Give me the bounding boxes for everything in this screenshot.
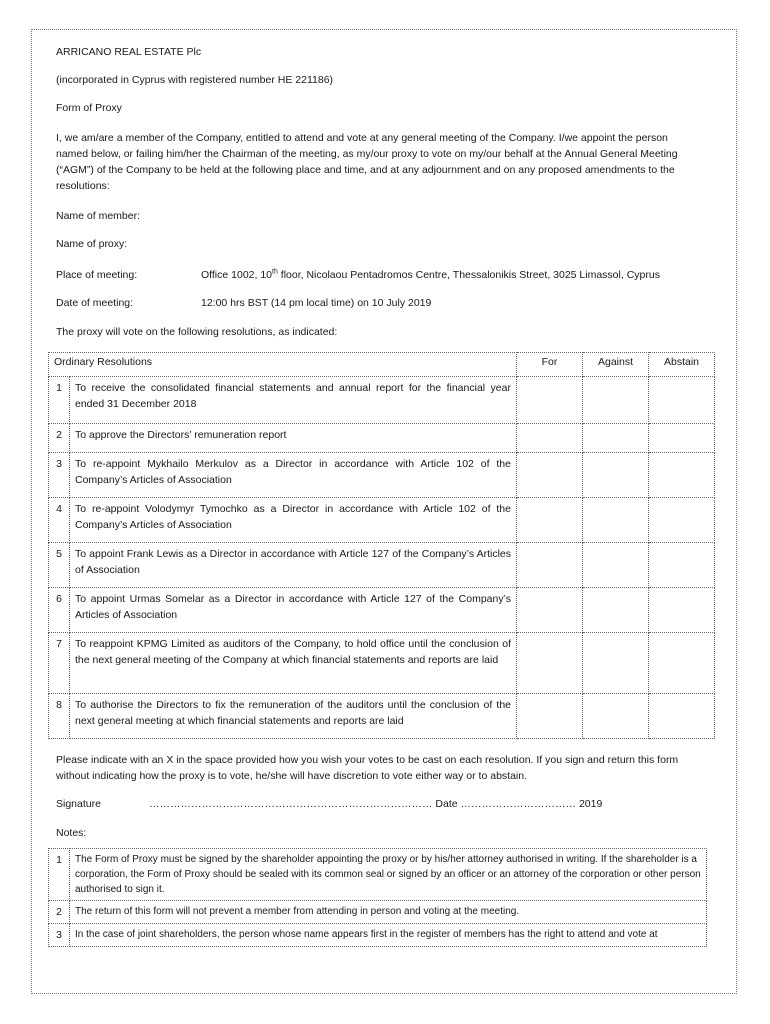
vote-for-box[interactable] xyxy=(517,498,583,543)
form-title: Form of Proxy xyxy=(56,102,122,114)
notes-table-container xyxy=(48,848,718,965)
resolutions-table xyxy=(48,352,715,739)
vote-for-box[interactable] xyxy=(517,453,583,498)
intro-paragraph: I, we am/are a member of the Company, entitled to attend and vote at any general meeting of the Company. I/we appoint the person named below, or failing him/her the Chairman of the meeting, as my/our proxy to vote on my/our behalf at the Annual General Meeting (“AGM”) of the Company to be held at the following place and time, and at any adjournment and on any proposed amendments to the resolutions: xyxy=(56,132,678,192)
note-number: 1 xyxy=(49,849,70,901)
resolution-number: 3 xyxy=(49,453,70,498)
company-name: ARRICANO REAL ESTATE Plc xyxy=(56,46,202,58)
date-line[interactable]: …………………………… xyxy=(460,798,577,810)
vote-abstain-box[interactable] xyxy=(649,588,715,633)
vote-abstain-box[interactable] xyxy=(649,694,715,739)
list-item xyxy=(49,924,707,947)
resolutions-header-row xyxy=(49,353,715,377)
resolution-number: 2 xyxy=(49,424,70,453)
vote-against-box[interactable] xyxy=(583,498,649,543)
vote-for-box[interactable] xyxy=(517,633,583,694)
voting-instructions: Please indicate with an X in the space provided how you wish your votes to be cast on each resolution. If you sign and return this form without indicating how the proxy is to vote, he/she will have discretion to vote either way or to abstain. xyxy=(56,754,679,782)
resolution-number: 5 xyxy=(49,543,70,588)
note-text: The Form of Proxy must be signed by the shareholder appointing the proxy or by his/her attorney authorised in writing. If the shareholder is a corporation, the Form of Proxy should be sealed with its common seal or signed by an officer or an attorney of the corporation or other person authorised to sign it. xyxy=(70,849,707,901)
table-row xyxy=(49,377,715,424)
name-of-proxy-label: Name of proxy: xyxy=(56,238,128,250)
table-row xyxy=(49,694,715,739)
name-of-member-label: Name of member: xyxy=(56,210,141,222)
vote-abstain-box[interactable] xyxy=(649,377,715,424)
signature-line-group xyxy=(149,796,602,812)
vote-for-box[interactable] xyxy=(517,694,583,739)
resolution-number: 7 xyxy=(49,633,70,694)
vote-abstain-box[interactable] xyxy=(649,543,715,588)
notes-table xyxy=(48,848,707,947)
place-text-end: floor, Nicolaou Pentadromos Centre, Thessalonikis Street, 3025 Limassol, Cyprus xyxy=(277,269,660,281)
col-for-header: For xyxy=(517,353,583,377)
vote-abstain-box[interactable] xyxy=(649,453,715,498)
date-label: Date xyxy=(435,798,458,810)
table-row xyxy=(49,453,715,498)
resolution-text: To approve the Directors’ remuneration report xyxy=(70,424,517,453)
vote-for-box[interactable] xyxy=(517,588,583,633)
table-row xyxy=(49,543,715,588)
resolution-number: 8 xyxy=(49,694,70,739)
vote-for-box[interactable] xyxy=(517,424,583,453)
resolution-text: To reappoint KPMG Limited as auditors of the Company, to hold office until the conclusion of the next general meeting of the Company at which financial statements and reports are laid xyxy=(70,633,517,694)
resolution-text: To re-appoint Volodymyr Tymochko as a Director in accordance with Article 102 of the Company’s Articles of Association xyxy=(70,498,517,543)
resolution-text: To appoint Frank Lewis as a Director in accordance with Article 127 of the Company’s Articles of Association xyxy=(70,543,517,588)
place-of-meeting-value xyxy=(201,267,660,283)
note-number: 2 xyxy=(49,901,70,924)
table-row xyxy=(49,498,715,543)
incorporation-note: (incorporated in Cyprus with registered number HE 221186) xyxy=(56,74,334,86)
col-against-header: Against xyxy=(583,353,649,377)
resolution-text: To authorise the Directors to fix the remuneration of the auditors until the conclusion of the next general meeting at which financial statements and reports are laid xyxy=(70,694,517,739)
table-row xyxy=(49,633,715,694)
date-year: 2019 xyxy=(578,798,603,810)
vote-against-box[interactable] xyxy=(583,543,649,588)
resolution-text: To receive the consolidated financial statements and annual report for the financial year ended 31 December 2018 xyxy=(70,377,517,424)
signature-label: Signature xyxy=(56,798,101,810)
note-text: The return of this form will not prevent a member from attending in person and voting at the meeting. xyxy=(70,901,707,924)
vote-against-box[interactable] xyxy=(583,453,649,498)
place-text-start: Office 1002, 10 xyxy=(201,269,273,281)
vote-against-box[interactable] xyxy=(583,588,649,633)
list-item xyxy=(49,901,707,924)
place-of-meeting-label: Place of meeting: xyxy=(56,269,138,281)
table-row xyxy=(49,424,715,453)
vote-against-box[interactable] xyxy=(583,633,649,694)
col-abstain-header: Abstain xyxy=(649,353,715,377)
resolutions-header: Ordinary Resolutions xyxy=(49,353,517,377)
vote-abstain-box[interactable] xyxy=(649,633,715,694)
resolution-text: To appoint Urmas Somelar as a Director in accordance with Article 127 of the Company’s Articles of Association xyxy=(70,588,517,633)
resolution-number: 1 xyxy=(49,377,70,424)
vote-for-box[interactable] xyxy=(517,543,583,588)
resolution-number: 6 xyxy=(49,588,70,633)
resolution-text: To re-appoint Mykhailo Merkulov as a Director in accordance with Article 102 of the Company’s Articles of Association xyxy=(70,453,517,498)
date-of-meeting-label: Date of meeting: xyxy=(56,297,134,309)
place-ordinal-sup: th xyxy=(272,268,278,276)
note-number: 3 xyxy=(49,924,70,947)
table-row xyxy=(49,588,715,633)
note-text: In the case of joint shareholders, the person whose name appears first in the register of members has the right to attend and vote at xyxy=(70,924,707,947)
notes-title: Notes: xyxy=(56,827,87,839)
vote-against-box[interactable] xyxy=(583,424,649,453)
vote-against-box[interactable] xyxy=(583,694,649,739)
date-of-meeting-value: 12:00 hrs BST (14 pm local time) on 10 July 2019 xyxy=(201,297,432,309)
signature-line[interactable]: ……………………………………………………………………… xyxy=(149,798,433,810)
vote-abstain-box[interactable] xyxy=(649,424,715,453)
vote-abstain-box[interactable] xyxy=(649,498,715,543)
resolution-number: 4 xyxy=(49,498,70,543)
vote-against-box[interactable] xyxy=(583,377,649,424)
list-item xyxy=(49,849,707,901)
proxy-vote-text: The proxy will vote on the following resolutions, as indicated: xyxy=(56,326,338,338)
vote-for-box[interactable] xyxy=(517,377,583,424)
proxy-form-page xyxy=(31,29,737,994)
